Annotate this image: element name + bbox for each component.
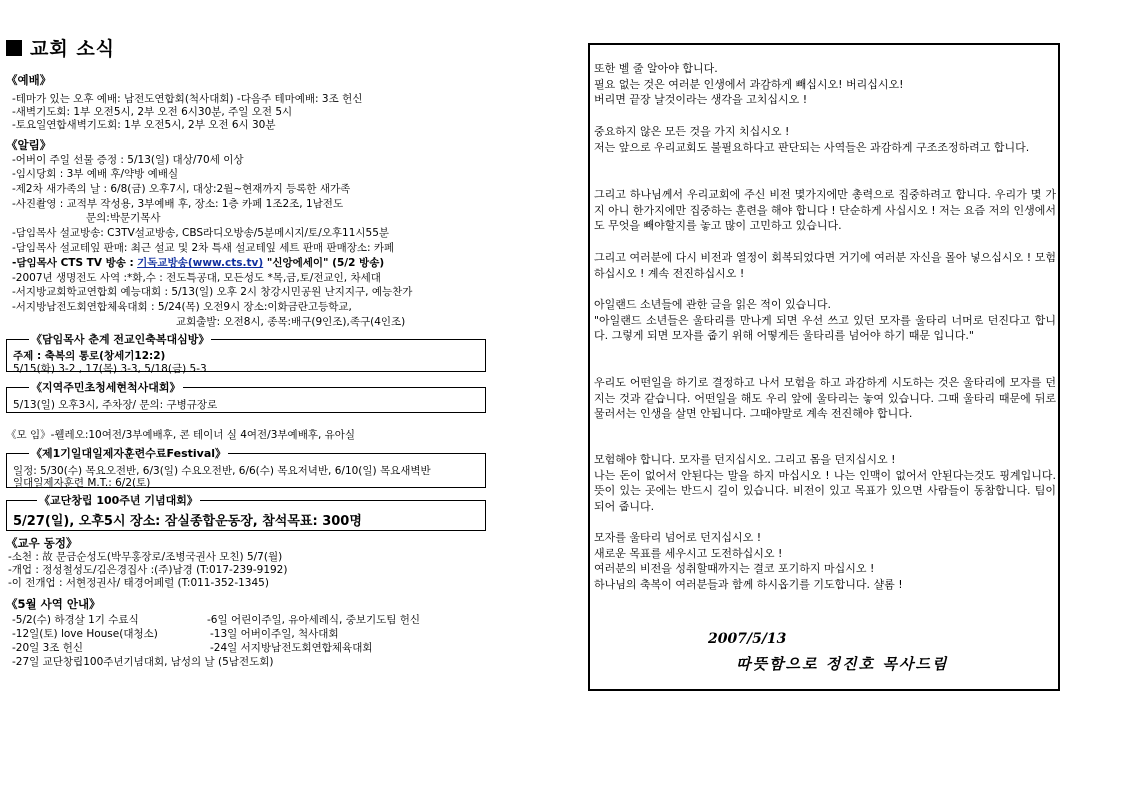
worship-line-2: -새벽기도회: 1부 오전5시, 2부 오전 6시30분, 주일 오전 5시 [12, 106, 293, 118]
sermon-paragraph-2: 중요하지 않은 모든 것을 가지 치십시오 ! 저는 앞으로 우리교회도 불필요하다고 판단되는 사역들은 과감하게 구조조정하려고 합니다. [594, 125, 1030, 154]
centennial-label: 《교단창립 100주년 기념대회》 [39, 494, 198, 507]
square-bullet-icon [6, 40, 22, 56]
notice-line-2: -임시당회 : 3부 예배 후/약방 예배실 [12, 168, 179, 180]
visitation-box-label: 《담임목사 춘계 전교인축복대심방》 [31, 333, 210, 346]
sermon-paragraph-5: 아일랜드 소년들에 관한 글을 읽은 적이 있습니다. "아일랜드 소년들은 울타리를 만나게 되면 우선 쓰고 있던 모자를 울타리 너머로 던진다고 합니다. 그렇게 되면 모자를 줍기 위해 어떻게든 울타리를 넘어야 하기 때문 입니다." [594, 298, 1056, 342]
page-title: 교회 소식 [6, 34, 115, 61]
notice-line-4: -사진촬영 : 교적부 작성용, 3부예배 후, 장소: 1층 카페 1조2조, 1남전도 [12, 198, 344, 210]
meetings-line: 《모 임》-웰레오:10여전/3부예배후, 콘 테이너 실 4여전/3부예배후, 유아실 [6, 429, 356, 441]
pastor-column [588, 43, 1060, 691]
notice-line-3: -제2차 새가족의 날 : 6/8(금) 오후7시, 대상:2월~현재까지 등록한 새가족 [12, 183, 351, 195]
notice-line-5: 문의:박문기목사 [86, 212, 161, 224]
schedule-row-4-left: -27일 교단창립100주년기념대회, 남성의 날 (5남전도회) [12, 656, 274, 668]
visitation-subject: 주제 : 축복의 통로(창세기12:2) [13, 350, 166, 362]
schedule-row-2-right: -13일 어버이주일, 척사대회 [210, 628, 339, 640]
discipleship-label: 《제1기일대일제자훈련수료Festival》 [31, 447, 227, 460]
schedule-row-1-right: -6일 어린이주일, 유아세례식, 중보기도팀 헌신 [207, 614, 421, 626]
sermon-paragraph-1: 또한 벨 줄 알아야 합니다. 필요 없는 것은 여러분 인생에서 과감하게 빼십시오! 버리십시오! 버리면 끝장 날것이라는 생각을 고치십시오 ! [594, 62, 904, 106]
worship-line-3: -토요일연합새벽기도회: 1부 오전5시, 2부 오전 6시 30분 [12, 119, 276, 131]
sermon-paragraph-8: 모자를 울타리 넘어로 던지십시오 ! 새로운 목표를 세우시고 도전하십시오 ! 여러분의 비전을 성취할때까지는 결코 포기하지 마십시오 ! 하나님의 축복이 여러분들과 함께 하시옵기를 기도합니다. 샬롬 ! [594, 531, 903, 591]
sermon-paragraph-7: 모험해야 합니다. 모자를 던지십시오. 그리고 몸을 던지십시오 ! 나는 돈이 없어서 안된다는 말을 하지 마십시오 ! 나는 인맥이 없어서 안된다는것도 핑계입니다. 뜻이 있는 곳에는 반드시 길이 있습니다. 비전이 있고 목표가 있으면 사람들이 동참합니다. 팀이 되어 줍니다. [594, 453, 1056, 513]
centennial-text: 5/27(일), 오후5시 장소: 잠실종합운동장, 참석목표: 300명 [13, 514, 362, 529]
cts-link[interactable]: 기독교방송(www.cts.tv) [137, 257, 264, 269]
members-line-2: -개업 : 정성철성도/김은경집사 :(주)남경 (T:017-239-9192) [8, 564, 288, 576]
notices-heading: 《알림》 [6, 138, 52, 152]
centennial-box [6, 494, 486, 531]
notice-line-11: -서지방남전도회연합체육대회 : 5/24(목) 오전9시 장소:이화금란고등학교, [12, 301, 352, 313]
community-event-text: 5/13(일) 오후3시, 주차장/ 문의: 구병규장로 [13, 399, 218, 411]
community-event-label: 《지역주민초청세현척사대회》 [31, 381, 181, 394]
schedule-row-3-right: -24일 서지방남전도회연합체육대회 [210, 642, 373, 654]
worship-heading: 《예배》 [6, 73, 52, 87]
sermon-paragraph-6: 우리도 어떤일을 하기로 결정하고 나서 모험을 하고 과감하게 시도하는 것은 울타리에 모자를 던지는 것과 같습니다. 어떤일을 해도 우리 앞에 울타리는 놓여 있습니다. 그때 울타리 때문에 뒤로 물러서는 인생을 살면 안됩니다. 그때야말로 계속 전진해야 합니다. [594, 376, 1056, 420]
notice-cts-program: "신앙에세이" (5/2 방송) [263, 257, 385, 269]
members-line-1: -소천 : 故 문금순성도(박무홍장로/조병국권사 모친) 5/7(월) [8, 551, 283, 563]
members-line-3: -이 전개업 : 서현정권사/ 태경어페럴 (T:011-352-1345) [8, 577, 269, 589]
visitation-dates: 5/15(화) 3-2 , 17(목) 3-3, 5/18(금) 5-3 [13, 363, 207, 375]
notice-line-7: -담임목사 설교테잎 판매: 최근 설교 및 2차 특새 설교테잎 세트 판매 판매장소: 카페 [12, 242, 395, 254]
notice-line-12: 교회출발: 오전8시, 종목:배구(9인조),족구(4인조) [176, 316, 406, 328]
signature-date: 2007/5/13 [708, 631, 787, 647]
notice-line-9: -2007년 생명전도 사역 :*화,수 : 전도특공대, 모든성도 *목,금,토/전교인, 차세대 [12, 272, 381, 284]
notice-cts-label: -담임목사 CTS TV 방송 : [12, 257, 134, 269]
notice-line-8 [12, 257, 384, 270]
discipleship-line-2: 일대일제자훈련 M.T.: 6/2(토) [13, 477, 151, 489]
sermon-paragraph-3: 그리고 하나님께서 우리교회에 주신 비전 몇가지에만 총력으로 집중하려고 합니다. 우리가 몇 가지 아니 한가지에만 집중하는 훈련을 해야 합니다 ! 단순하게 사십시오 ! 저는 요즘 저의 인생에서도 무엇을 빼야할지를 놓고 많이 고민하고 있습니다. [594, 188, 1056, 232]
community-event-box [6, 381, 486, 413]
members-heading: 《교우 동정》 [6, 536, 78, 550]
discipleship-box [6, 447, 486, 489]
schedule-row-3-left: -20일 3조 헌신 [12, 642, 84, 654]
schedule-row-1-left: -5/2(수) 하경살 1기 수료식 [12, 614, 139, 626]
schedule-heading: 《5월 사역 안내》 [6, 597, 101, 611]
notice-line-10: -서지방교회학교연합회 예능대회 : 5/13(일) 오후 2시 창강시민공원 난지지구, 예능찬가 [12, 286, 413, 298]
notice-line-6: -담임목사 설교방송: C3TV설교방송, CBS라디오방송/5분메시지/토/오후11시55분 [12, 227, 390, 239]
signature-name: 따뜻함으로 정진호 목사드림 [736, 655, 949, 673]
visitation-box [6, 333, 486, 375]
discipleship-line-1: 일정: 5/30(수) 목요오전반, 6/3(일) 수요오전반, 6/6(수) 목요저녁반, 6/10(일) 목요새벽반 [13, 465, 431, 477]
notice-line-1: -어버이 주일 선물 증정 : 5/13(일) 대상/70세 이상 [12, 154, 244, 166]
schedule-row-2-left: -12일(토) love House(대청소) [12, 628, 158, 640]
sermon-paragraph-4: 그리고 여러분에 다시 비전과 열정이 회복되었다면 거기에 여러분 자신을 몰아 넣으십시오 ! 모험하십시오 ! 계속 전진하십시오 ! [594, 251, 1056, 280]
worship-line-1: -테마가 있는 오후 예배: 남전도연합회(척사대회) -다음주 테마예배: 3조 헌신 [12, 93, 363, 105]
